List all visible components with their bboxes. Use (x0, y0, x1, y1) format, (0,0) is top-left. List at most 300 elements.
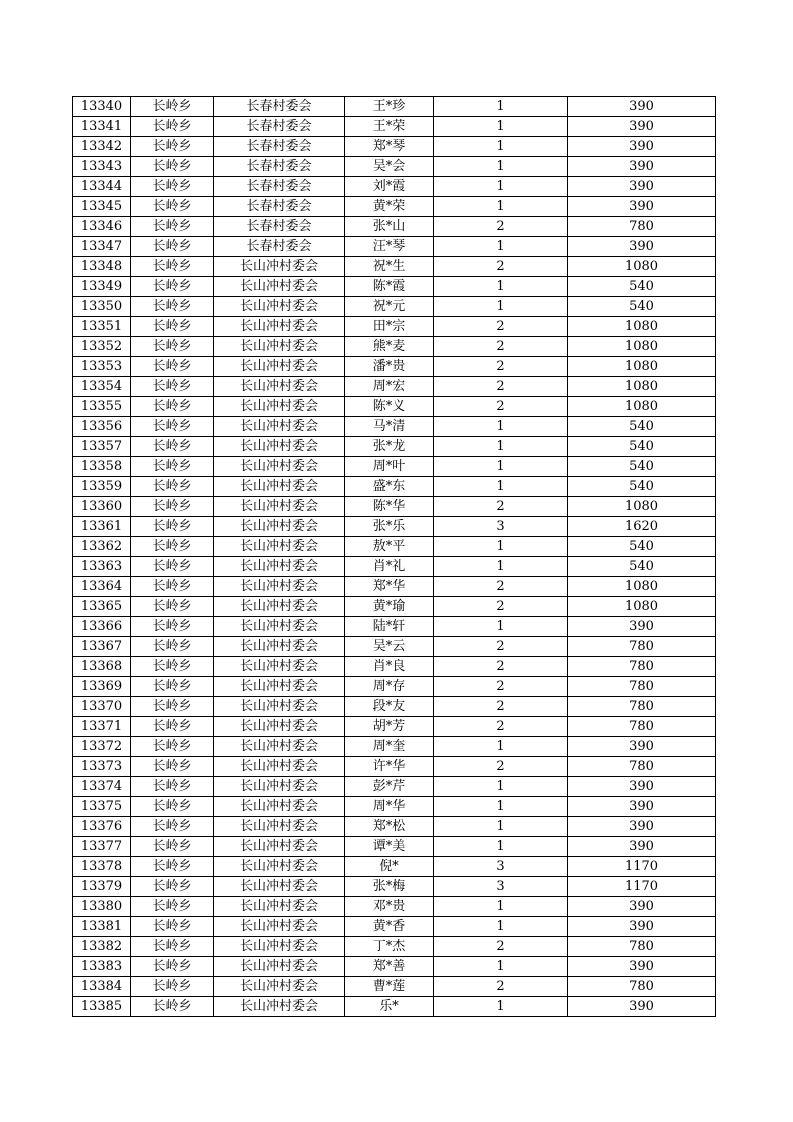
household-count-cell: 2 (434, 597, 568, 617)
township-cell: 长岭乡 (131, 417, 214, 437)
township-cell: 长岭乡 (131, 717, 214, 737)
table-row (73, 97, 716, 117)
household-count-cell: 1 (434, 237, 568, 257)
record-number-cell: 13357 (73, 437, 131, 457)
table-row (73, 597, 716, 617)
village-committee-cell: 长山冲村委会 (214, 497, 345, 517)
name-cell: 彭*芹 (345, 777, 434, 797)
amount-cell: 1080 (568, 377, 716, 397)
name-cell: 黄*荣 (345, 197, 434, 217)
village-committee-cell: 长山冲村委会 (214, 917, 345, 937)
amount-cell: 780 (568, 937, 716, 957)
village-committee-cell: 长山冲村委会 (214, 717, 345, 737)
village-committee-cell: 长山冲村委会 (214, 817, 345, 837)
village-committee-cell: 长山冲村委会 (214, 577, 345, 597)
amount-cell: 1080 (568, 497, 716, 517)
name-cell: 张*梅 (345, 877, 434, 897)
township-cell: 长岭乡 (131, 817, 214, 837)
village-committee-cell: 长春村委会 (214, 137, 345, 157)
table-row (73, 637, 716, 657)
table-row (73, 897, 716, 917)
name-cell: 张*山 (345, 217, 434, 237)
village-committee-cell: 长山冲村委会 (214, 857, 345, 877)
record-number-cell: 13345 (73, 197, 131, 217)
name-cell: 祝*元 (345, 297, 434, 317)
table-row (73, 697, 716, 717)
township-cell: 长岭乡 (131, 97, 214, 117)
household-count-cell: 1 (434, 177, 568, 197)
table-row (73, 397, 716, 417)
amount-cell: 1080 (568, 337, 716, 357)
township-cell: 长岭乡 (131, 137, 214, 157)
household-count-cell: 2 (434, 717, 568, 737)
table-row (73, 877, 716, 897)
record-number-cell: 13347 (73, 237, 131, 257)
amount-cell: 390 (568, 997, 716, 1017)
township-cell: 长岭乡 (131, 837, 214, 857)
township-cell: 长岭乡 (131, 257, 214, 277)
name-cell: 许*华 (345, 757, 434, 777)
table-row (73, 837, 716, 857)
name-cell: 田*宗 (345, 317, 434, 337)
record-number-cell: 13369 (73, 677, 131, 697)
table-row (73, 777, 716, 797)
household-count-cell: 2 (434, 337, 568, 357)
table-row (73, 917, 716, 937)
amount-cell: 390 (568, 157, 716, 177)
household-count-cell: 1 (434, 457, 568, 477)
amount-cell: 1170 (568, 877, 716, 897)
records-table (72, 96, 716, 1017)
table-row (73, 197, 716, 217)
name-cell: 肖*礼 (345, 557, 434, 577)
village-committee-cell: 长山冲村委会 (214, 737, 345, 757)
household-count-cell: 1 (434, 997, 568, 1017)
township-cell: 长岭乡 (131, 617, 214, 637)
record-number-cell: 13363 (73, 557, 131, 577)
amount-cell: 390 (568, 177, 716, 197)
name-cell: 胡*芳 (345, 717, 434, 737)
township-cell: 长岭乡 (131, 157, 214, 177)
household-count-cell: 3 (434, 877, 568, 897)
amount-cell: 540 (568, 537, 716, 557)
village-committee-cell: 长山冲村委会 (214, 397, 345, 417)
amount-cell: 390 (568, 957, 716, 977)
amount-cell: 390 (568, 237, 716, 257)
record-number-cell: 13385 (73, 997, 131, 1017)
township-cell: 长岭乡 (131, 537, 214, 557)
name-cell: 倪* (345, 857, 434, 877)
village-committee-cell: 长山冲村委会 (214, 897, 345, 917)
household-count-cell: 1 (434, 737, 568, 757)
table-row (73, 817, 716, 837)
record-number-cell: 13355 (73, 397, 131, 417)
household-count-cell: 1 (434, 837, 568, 857)
amount-cell: 390 (568, 797, 716, 817)
amount-cell: 780 (568, 217, 716, 237)
amount-cell: 1080 (568, 577, 716, 597)
name-cell: 邓*贵 (345, 897, 434, 917)
village-committee-cell: 长山冲村委会 (214, 877, 345, 897)
township-cell: 长岭乡 (131, 637, 214, 657)
village-committee-cell: 长山冲村委会 (214, 537, 345, 557)
table-row (73, 417, 716, 437)
record-number-cell: 13346 (73, 217, 131, 237)
household-count-cell: 2 (434, 977, 568, 997)
village-committee-cell: 长山冲村委会 (214, 437, 345, 457)
name-cell: 乐* (345, 997, 434, 1017)
name-cell: 周*叶 (345, 457, 434, 477)
village-committee-cell: 长山冲村委会 (214, 837, 345, 857)
township-cell: 长岭乡 (131, 937, 214, 957)
village-committee-cell: 长山冲村委会 (214, 477, 345, 497)
name-cell: 王*荣 (345, 117, 434, 137)
household-count-cell: 1 (434, 797, 568, 817)
village-committee-cell: 长春村委会 (214, 177, 345, 197)
table-row (73, 177, 716, 197)
household-count-cell: 2 (434, 757, 568, 777)
amount-cell: 780 (568, 717, 716, 737)
township-cell: 长岭乡 (131, 697, 214, 717)
table-row (73, 577, 716, 597)
record-number-cell: 13356 (73, 417, 131, 437)
village-committee-cell: 长山冲村委会 (214, 597, 345, 617)
name-cell: 王*珍 (345, 97, 434, 117)
household-count-cell: 1 (434, 817, 568, 837)
table-row (73, 977, 716, 997)
township-cell: 长岭乡 (131, 977, 214, 997)
table-row (73, 537, 716, 557)
name-cell: 敖*平 (345, 537, 434, 557)
table-row (73, 377, 716, 397)
township-cell: 长岭乡 (131, 577, 214, 597)
table-row (73, 497, 716, 517)
amount-cell: 540 (568, 437, 716, 457)
record-number-cell: 13361 (73, 517, 131, 537)
record-number-cell: 13372 (73, 737, 131, 757)
village-committee-cell: 长山冲村委会 (214, 677, 345, 697)
record-number-cell: 13381 (73, 917, 131, 937)
household-count-cell: 1 (434, 437, 568, 457)
township-cell: 长岭乡 (131, 317, 214, 337)
name-cell: 郑*琴 (345, 137, 434, 157)
township-cell: 长岭乡 (131, 957, 214, 977)
table-row (73, 617, 716, 637)
amount-cell: 390 (568, 917, 716, 937)
record-number-cell: 13350 (73, 297, 131, 317)
table-row (73, 797, 716, 817)
name-cell: 张*龙 (345, 437, 434, 457)
amount-cell: 780 (568, 657, 716, 677)
name-cell: 丁*杰 (345, 937, 434, 957)
household-count-cell: 1 (434, 557, 568, 577)
record-number-cell: 13342 (73, 137, 131, 157)
township-cell: 长岭乡 (131, 557, 214, 577)
record-number-cell: 13380 (73, 897, 131, 917)
name-cell: 郑*善 (345, 957, 434, 977)
village-committee-cell: 长山冲村委会 (214, 277, 345, 297)
township-cell: 长岭乡 (131, 497, 214, 517)
record-number-cell: 13352 (73, 337, 131, 357)
township-cell: 长岭乡 (131, 337, 214, 357)
household-count-cell: 3 (434, 857, 568, 877)
township-cell: 长岭乡 (131, 457, 214, 477)
table-row (73, 437, 716, 457)
township-cell: 长岭乡 (131, 677, 214, 697)
table-row (73, 157, 716, 177)
village-committee-cell: 长山冲村委会 (214, 617, 345, 637)
record-number-cell: 13362 (73, 537, 131, 557)
household-count-cell: 1 (434, 157, 568, 177)
table-row (73, 557, 716, 577)
amount-cell: 540 (568, 557, 716, 577)
household-count-cell: 1 (434, 297, 568, 317)
name-cell: 周*存 (345, 677, 434, 697)
household-count-cell: 2 (434, 357, 568, 377)
village-committee-cell: 长春村委会 (214, 97, 345, 117)
record-number-cell: 13348 (73, 257, 131, 277)
village-committee-cell: 长山冲村委会 (214, 377, 345, 397)
amount-cell: 1620 (568, 517, 716, 537)
table-row (73, 237, 716, 257)
record-number-cell: 13382 (73, 937, 131, 957)
amount-cell: 1080 (568, 357, 716, 377)
household-count-cell: 1 (434, 617, 568, 637)
record-number-cell: 13364 (73, 577, 131, 597)
village-committee-cell: 长春村委会 (214, 197, 345, 217)
amount-cell: 1080 (568, 257, 716, 277)
name-cell: 周*华 (345, 797, 434, 817)
township-cell: 长岭乡 (131, 477, 214, 497)
name-cell: 谭*美 (345, 837, 434, 857)
record-number-cell: 13383 (73, 957, 131, 977)
table-row (73, 337, 716, 357)
record-number-cell: 13349 (73, 277, 131, 297)
amount-cell: 390 (568, 97, 716, 117)
record-number-cell: 13378 (73, 857, 131, 877)
amount-cell: 780 (568, 677, 716, 697)
amount-cell: 1080 (568, 397, 716, 417)
household-count-cell: 2 (434, 577, 568, 597)
record-number-cell: 13374 (73, 777, 131, 797)
household-count-cell: 2 (434, 317, 568, 337)
household-count-cell: 2 (434, 217, 568, 237)
amount-cell: 1080 (568, 597, 716, 617)
name-cell: 陈*霞 (345, 277, 434, 297)
amount-cell: 780 (568, 637, 716, 657)
table-row (73, 457, 716, 477)
records-table-body (73, 97, 716, 1017)
name-cell: 段*友 (345, 697, 434, 717)
table-row (73, 677, 716, 697)
record-number-cell: 13354 (73, 377, 131, 397)
household-count-cell: 1 (434, 917, 568, 937)
village-committee-cell: 长山冲村委会 (214, 297, 345, 317)
village-committee-cell: 长山冲村委会 (214, 517, 345, 537)
village-committee-cell: 长山冲村委会 (214, 937, 345, 957)
table-row (73, 997, 716, 1017)
village-committee-cell: 长春村委会 (214, 237, 345, 257)
amount-cell: 390 (568, 737, 716, 757)
record-number-cell: 13359 (73, 477, 131, 497)
township-cell: 长岭乡 (131, 877, 214, 897)
amount-cell: 780 (568, 697, 716, 717)
table-row (73, 517, 716, 537)
township-cell: 长岭乡 (131, 277, 214, 297)
township-cell: 长岭乡 (131, 757, 214, 777)
village-committee-cell: 长山冲村委会 (214, 337, 345, 357)
record-number-cell: 13340 (73, 97, 131, 117)
township-cell: 长岭乡 (131, 857, 214, 877)
household-count-cell: 1 (434, 197, 568, 217)
record-number-cell: 13360 (73, 497, 131, 517)
household-count-cell: 2 (434, 657, 568, 677)
township-cell: 长岭乡 (131, 897, 214, 917)
name-cell: 黄*香 (345, 917, 434, 937)
record-number-cell: 13377 (73, 837, 131, 857)
household-count-cell: 1 (434, 897, 568, 917)
amount-cell: 540 (568, 277, 716, 297)
record-number-cell: 13379 (73, 877, 131, 897)
name-cell: 曹*莲 (345, 977, 434, 997)
name-cell: 盛*东 (345, 477, 434, 497)
name-cell: 吴*会 (345, 157, 434, 177)
township-cell: 长岭乡 (131, 797, 214, 817)
name-cell: 黄*瑜 (345, 597, 434, 617)
household-count-cell: 2 (434, 937, 568, 957)
household-count-cell: 2 (434, 637, 568, 657)
amount-cell: 390 (568, 817, 716, 837)
village-committee-cell: 长山冲村委会 (214, 997, 345, 1017)
table-row (73, 137, 716, 157)
record-number-cell: 13371 (73, 717, 131, 737)
township-cell: 长岭乡 (131, 237, 214, 257)
household-count-cell: 2 (434, 377, 568, 397)
name-cell: 陆*轩 (345, 617, 434, 637)
amount-cell: 540 (568, 417, 716, 437)
table-row (73, 277, 716, 297)
township-cell: 长岭乡 (131, 357, 214, 377)
table-row (73, 657, 716, 677)
name-cell: 张*乐 (345, 517, 434, 537)
record-number-cell: 13373 (73, 757, 131, 777)
household-count-cell: 1 (434, 957, 568, 977)
village-committee-cell: 长春村委会 (214, 117, 345, 137)
household-count-cell: 1 (434, 97, 568, 117)
household-count-cell: 2 (434, 497, 568, 517)
table-row (73, 957, 716, 977)
record-number-cell: 13353 (73, 357, 131, 377)
name-cell: 陈*华 (345, 497, 434, 517)
table-row (73, 297, 716, 317)
village-committee-cell: 长山冲村委会 (214, 657, 345, 677)
village-committee-cell: 长山冲村委会 (214, 957, 345, 977)
township-cell: 长岭乡 (131, 917, 214, 937)
name-cell: 祝*生 (345, 257, 434, 277)
table-row (73, 357, 716, 377)
household-count-cell: 1 (434, 537, 568, 557)
amount-cell: 780 (568, 977, 716, 997)
name-cell: 周*宏 (345, 377, 434, 397)
amount-cell: 540 (568, 297, 716, 317)
record-number-cell: 13370 (73, 697, 131, 717)
household-count-cell: 1 (434, 777, 568, 797)
household-count-cell: 2 (434, 257, 568, 277)
table-row (73, 737, 716, 757)
name-cell: 周*奎 (345, 737, 434, 757)
township-cell: 长岭乡 (131, 377, 214, 397)
amount-cell: 1170 (568, 857, 716, 877)
name-cell: 马*清 (345, 417, 434, 437)
amount-cell: 390 (568, 617, 716, 637)
township-cell: 长岭乡 (131, 117, 214, 137)
household-count-cell: 1 (434, 417, 568, 437)
township-cell: 长岭乡 (131, 517, 214, 537)
name-cell: 熊*麦 (345, 337, 434, 357)
name-cell: 潘*贵 (345, 357, 434, 377)
village-committee-cell: 长山冲村委会 (214, 977, 345, 997)
household-count-cell: 1 (434, 137, 568, 157)
name-cell: 郑*松 (345, 817, 434, 837)
village-committee-cell: 长山冲村委会 (214, 777, 345, 797)
table-row (73, 477, 716, 497)
table-row (73, 217, 716, 237)
village-committee-cell: 长山冲村委会 (214, 697, 345, 717)
table-row (73, 317, 716, 337)
household-count-cell: 3 (434, 517, 568, 537)
record-number-cell: 13365 (73, 597, 131, 617)
village-committee-cell: 长山冲村委会 (214, 557, 345, 577)
table-row (73, 717, 716, 737)
name-cell: 陈*义 (345, 397, 434, 417)
table-row (73, 117, 716, 137)
amount-cell: 540 (568, 477, 716, 497)
record-number-cell: 13344 (73, 177, 131, 197)
name-cell: 汪*琴 (345, 237, 434, 257)
record-number-cell: 13351 (73, 317, 131, 337)
record-number-cell: 13358 (73, 457, 131, 477)
village-committee-cell: 长山冲村委会 (214, 457, 345, 477)
household-count-cell: 1 (434, 277, 568, 297)
amount-cell: 390 (568, 117, 716, 137)
amount-cell: 540 (568, 457, 716, 477)
amount-cell: 390 (568, 197, 716, 217)
record-number-cell: 13343 (73, 157, 131, 177)
amount-cell: 390 (568, 137, 716, 157)
village-committee-cell: 长山冲村委会 (214, 417, 345, 437)
amount-cell: 390 (568, 777, 716, 797)
village-committee-cell: 长山冲村委会 (214, 637, 345, 657)
name-cell: 吴*云 (345, 637, 434, 657)
household-count-cell: 1 (434, 117, 568, 137)
village-committee-cell: 长山冲村委会 (214, 257, 345, 277)
township-cell: 长岭乡 (131, 197, 214, 217)
township-cell: 长岭乡 (131, 217, 214, 237)
household-count-cell: 2 (434, 697, 568, 717)
amount-cell: 390 (568, 837, 716, 857)
township-cell: 长岭乡 (131, 177, 214, 197)
table-row (73, 937, 716, 957)
record-number-cell: 13375 (73, 797, 131, 817)
township-cell: 长岭乡 (131, 657, 214, 677)
amount-cell: 390 (568, 897, 716, 917)
name-cell: 肖*良 (345, 657, 434, 677)
table-row (73, 257, 716, 277)
township-cell: 长岭乡 (131, 777, 214, 797)
amount-cell: 780 (568, 757, 716, 777)
township-cell: 长岭乡 (131, 297, 214, 317)
table-row (73, 757, 716, 777)
